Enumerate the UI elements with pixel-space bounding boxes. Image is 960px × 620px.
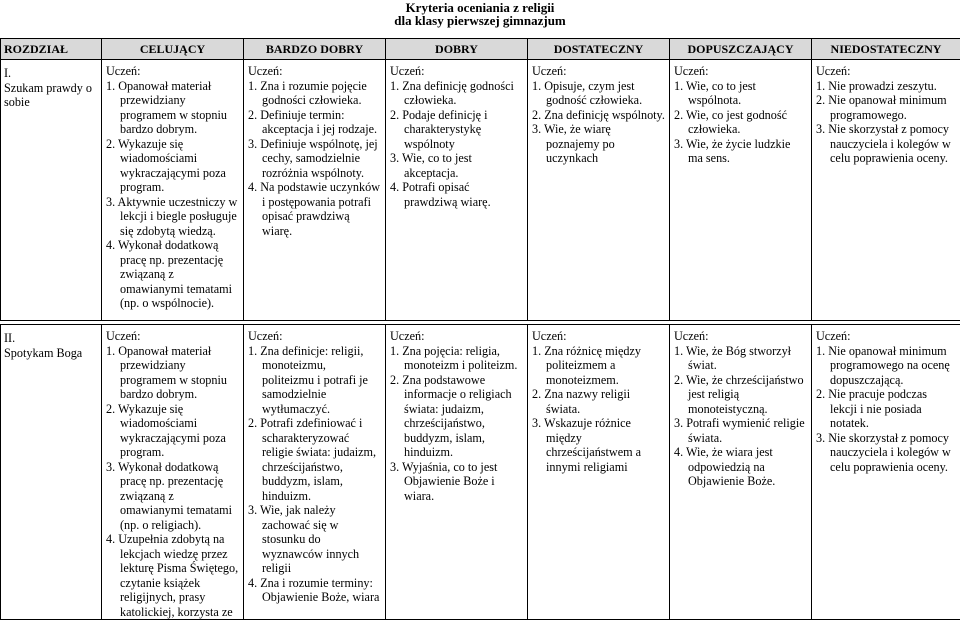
header-dostateczny: DOSTATECZNY: [528, 39, 670, 60]
criteria-item: 3. Wie, jak należy zachować się w stosunku do wyznawców innych religii: [248, 503, 381, 576]
criteria-item: 2. Zna podstawowe informacje o religiach świata: judaizm, chrześcijaństwo, buddyzm, islam, hinduizm.: [390, 373, 523, 460]
criteria-item: 2. Wykazuje się wiadomościami wykraczającymi poza program.: [106, 402, 239, 460]
header-chapter: ROZDZIAŁ: [1, 39, 102, 60]
criteria-cell-niedostateczny: [812, 60, 960, 321]
criteria-item: 3. Definiuje wspólnotę, jej cechy, samodzielnie rozróżnia wspólnoty.: [248, 137, 381, 181]
criteria-list: [674, 79, 807, 166]
document-subtitle: dla klasy pierwszej gimnazjum: [0, 14, 960, 28]
criteria-item: 3. Wskazuje różnice między chrześcijaństwem a innymi religiami: [532, 416, 665, 474]
header-dopuszczajacy: DOPUSZCZAJĄCY: [670, 39, 812, 60]
section-number: I.: [4, 66, 97, 81]
criteria-item: 1. Zna i rozumie pojęcie godności człowieka.: [248, 79, 381, 108]
criteria-cell-dobry: [386, 325, 528, 620]
student-label: Uczeń:: [390, 64, 523, 79]
criteria-item: 4. Zna i rozumie terminy: Objawienie Boże, wiara: [248, 576, 381, 605]
header-dobry: DOBRY: [386, 39, 528, 60]
student-label: Uczeń:: [816, 64, 956, 79]
criteria-item: 1. Opisuje, czym jest godność człowieka.: [532, 79, 665, 108]
criteria-list: [390, 344, 523, 504]
table-row: [1, 325, 960, 620]
criteria-list: [816, 79, 956, 166]
student-label: Uczeń:: [248, 64, 381, 79]
student-label: Uczeń:: [816, 329, 956, 344]
student-label: Uczeń:: [532, 64, 665, 79]
criteria-item: 2. Nie pracuje podczas lekcji i nie posiada notatek.: [816, 387, 956, 431]
student-label: Uczeń:: [532, 329, 665, 344]
criteria-item: 2. Podaje definicję i charakterystykę wspólnoty: [390, 108, 523, 152]
criteria-cell-bardzo-dobry: [244, 60, 386, 321]
criteria-item: 3. Nie skorzystał z pomocy nauczyciela i kolegów w celu poprawienia oceny.: [816, 431, 956, 475]
criteria-item: 1. Opanował materiał przewidziany programem w stopniu bardzo dobrym.: [106, 344, 239, 402]
criteria-item: 2. Potrafi zdefiniować i scharakteryzować religie świata: judaizm, chrześcijaństwo, buddyzm, islam, hinduizm.: [248, 416, 381, 503]
criteria-item: 3. Wie, co to jest akceptacja.: [390, 151, 523, 180]
criteria-item: 3. Wyjaśnia, co to jest Objawienie Boże i wiara.: [390, 460, 523, 504]
criteria-cell-dopuszczajacy: [670, 325, 812, 620]
criteria-item: 3. Wykonał dodatkową pracę np. prezentację związaną z omawianymi tematami (np. o religiach).: [106, 460, 239, 533]
criteria-list: [532, 344, 665, 475]
student-label: Uczeń:: [674, 329, 807, 344]
header-row: [1, 39, 960, 60]
criteria-list: [674, 344, 807, 489]
criteria-cell-dopuszczajacy: [670, 60, 812, 321]
criteria-cell-celujacy: [102, 325, 244, 620]
criteria-item: 3. Potrafi wymienić religie świata.: [674, 416, 807, 445]
criteria-item: 4. Potrafi opisać prawdziwą wiarę.: [390, 180, 523, 209]
criteria-cell-dobry: [386, 60, 528, 321]
criteria-item: 2. Wykazuje się wiadomościami wykraczającymi poza program.: [106, 137, 239, 195]
criteria-item: 2. Zna definicję wspólnoty.: [532, 108, 665, 123]
section-cell: [1, 60, 102, 321]
criteria-item: 4. Uzupełnia zdobytą na lekcjach wiedzę przez lekturę Pisma Świętego, czytanie książek religijnych, prasy katolickiej, korzysta ze: [106, 532, 239, 619]
criteria-cell-dostateczny: [528, 325, 670, 620]
criteria-item: 1. Nie opanował minimum programowego na ocenę dopuszczającą.: [816, 344, 956, 388]
criteria-item: 1. Wie, że Bóg stworzył świat.: [674, 344, 807, 373]
criteria-list: [248, 79, 381, 239]
student-label: Uczeń:: [674, 64, 807, 79]
document-title: Kryteria oceniania z religii: [0, 1, 960, 15]
criteria-list: [106, 344, 239, 620]
header-niedostateczny: NIEDOSTATECZNY: [812, 39, 960, 60]
criteria-cell-bardzo-dobry: [244, 325, 386, 620]
criteria-item: 1. Zna różnicę między politeizmem a monoteizmem.: [532, 344, 665, 388]
criteria-item: 3. Nie skorzystał z pomocy nauczyciela i kolegów w celu poprawienia oceny.: [816, 122, 956, 166]
criteria-cell-celujacy: [102, 60, 244, 321]
criteria-item: 2. Wie, co jest godność człowieka.: [674, 108, 807, 137]
section-number: II.: [4, 331, 97, 346]
criteria-list: [248, 344, 381, 605]
criteria-item: 3. Aktywnie uczestniczy w lekcji i biegle posługuje się zdobytą wiedzą.: [106, 195, 239, 239]
criteria-cell-niedostateczny: [812, 325, 960, 620]
criteria-item: 1. Zna definicje: religii, monoteizmu, politeizmu i potrafi je samodzielnie wytłumaczyć.: [248, 344, 381, 417]
student-label: Uczeń:: [106, 329, 239, 344]
section-title: Szukam prawdy o sobie: [4, 81, 97, 110]
header-bardzo-dobry: BARDZO DOBRY: [244, 39, 386, 60]
criteria-item: 2. Zna nazwy religii świata.: [532, 387, 665, 416]
student-label: Uczeń:: [248, 329, 381, 344]
criteria-item: 4. Na podstawie uczynków i postępowania potrafi opisać prawdziwą wiarę.: [248, 180, 381, 238]
criteria-item: 3. Wie, że życie ludzkie ma sens.: [674, 137, 807, 166]
criteria-item: 2. Nie opanował minimum programowego.: [816, 93, 956, 122]
criteria-list: [532, 79, 665, 166]
criteria-item: 3. Wie, że wiarę poznajemy po uczynkach: [532, 122, 665, 166]
criteria-item: 1. Wie, co to jest wspólnota.: [674, 79, 807, 108]
student-label: Uczeń:: [390, 329, 523, 344]
criteria-item: 2. Wie, że chrześcijaństwo jest religią monoteistyczną.: [674, 373, 807, 417]
criteria-item: 1. Opanował materiał przewidziany programem w stopniu bardzo dobrym.: [106, 79, 239, 137]
criteria-item: 2. Definiuje termin: akceptacja i jej rodzaje.: [248, 108, 381, 137]
section-cell: [1, 325, 102, 620]
criteria-item: 1. Zna pojęcia: religia, monoteizm i politeizm.: [390, 344, 523, 373]
criteria-list: [816, 344, 956, 475]
criteria-cell-dostateczny: [528, 60, 670, 321]
criteria-item: 4. Wykonał dodatkową pracę np. prezentację związaną z omawianymi tematami (np. o wspólnocie).: [106, 238, 239, 311]
criteria-item: 1. Zna definicję godności człowieka.: [390, 79, 523, 108]
grading-criteria-table: [0, 38, 960, 620]
criteria-item: 1. Nie prowadzi zeszytu.: [816, 79, 956, 94]
table-row: [1, 60, 960, 321]
criteria-item: 4. Wie, że wiara jest odpowiedzią na Objawienie Boże.: [674, 445, 807, 489]
student-label: Uczeń:: [106, 64, 239, 79]
header-celujacy: CELUJĄCY: [102, 39, 244, 60]
criteria-list: [390, 79, 523, 210]
section-title: Spotykam Boga: [4, 346, 97, 361]
criteria-list: [106, 79, 239, 311]
